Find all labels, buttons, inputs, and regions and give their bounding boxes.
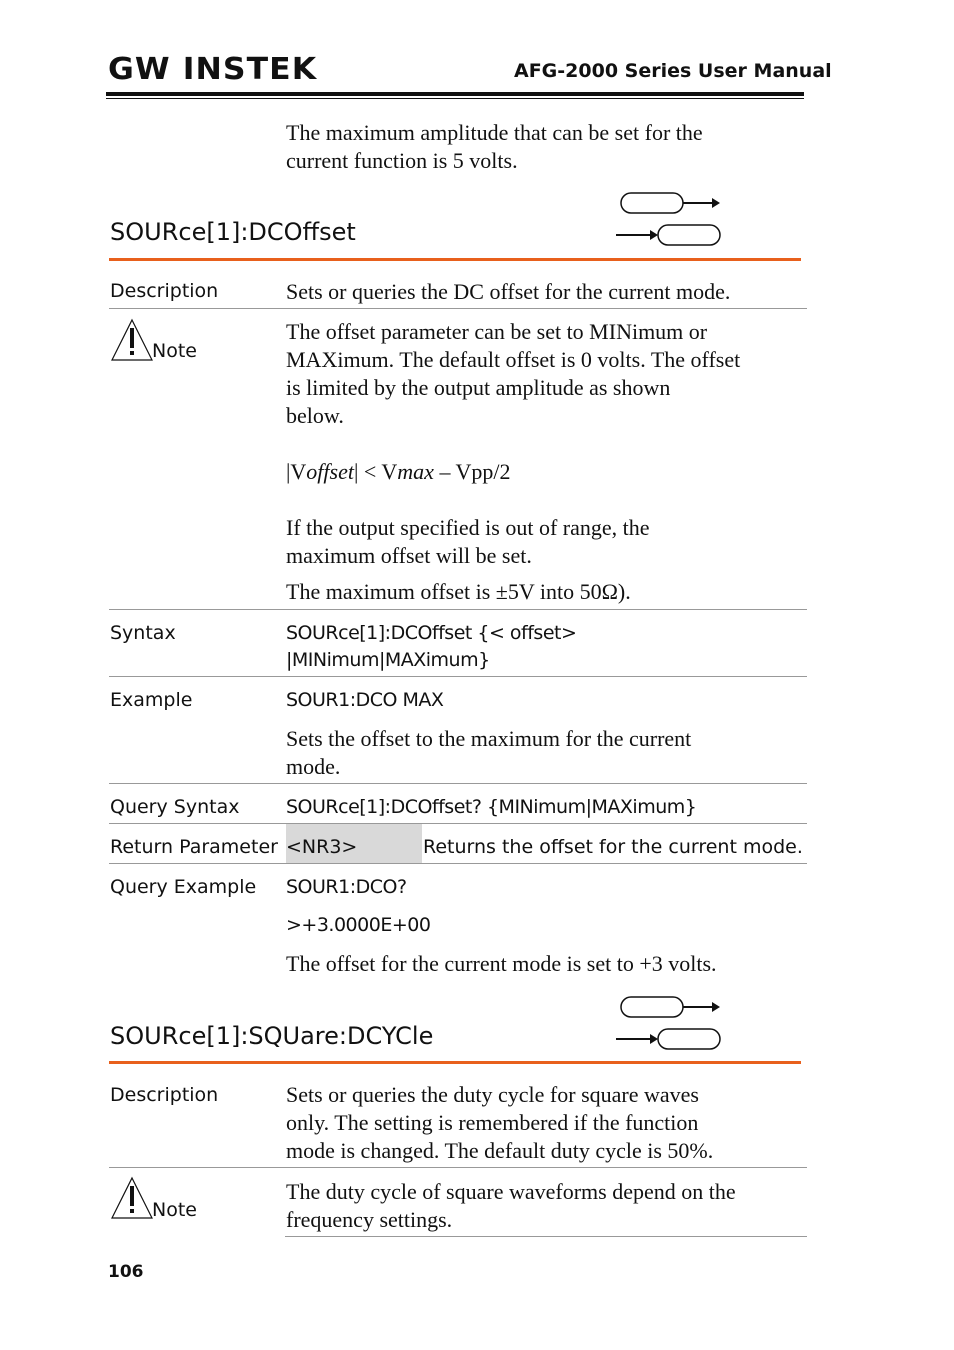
- description-label: Description: [110, 280, 219, 302]
- note-warning: [110, 318, 154, 367]
- manual-title: AFG-2000 Series User Manual: [514, 60, 832, 82]
- example-command: SOUR1:DCO MAX: [286, 689, 444, 711]
- description-text: [286, 1081, 713, 1165]
- note-line: is limited by the output amplitude as shown: [286, 375, 671, 400]
- query-syntax-text: SOURce[1]:DCOffset? {MINimum|MAXimum}: [286, 796, 697, 818]
- row-divider: [285, 1236, 807, 1237]
- section-title-dcoffset: SOURce[1]:DCOffset: [110, 218, 356, 246]
- warning-triangle-icon: [110, 1176, 154, 1220]
- intro-line: current function is 5 volts.: [286, 148, 518, 173]
- description-line: only. The setting is remembered if the function: [286, 1110, 699, 1135]
- warning-triangle-icon: [110, 318, 154, 362]
- note-text: [286, 318, 740, 430]
- return-parameter-label: Return Parameter: [110, 836, 278, 858]
- max-offset-text: The maximum offset is ±5V into 50Ω).: [286, 579, 631, 604]
- syntax-text: [286, 620, 576, 674]
- section-rule: [109, 258, 801, 261]
- header-rule: [106, 92, 804, 96]
- example-desc-line: mode.: [286, 754, 341, 779]
- row-divider: [109, 863, 807, 864]
- example-description: [286, 725, 691, 781]
- query-example-description: The offset for the current mode is set to +3 volts.: [286, 951, 717, 976]
- syntax-line: |MINimum|MAXimum}: [286, 649, 490, 671]
- description-line: mode is changed. The default duty cycle is 50%.: [286, 1138, 714, 1163]
- set-query-icon: [612, 994, 724, 1052]
- row-divider: [109, 308, 807, 309]
- note-warning: [110, 1176, 154, 1225]
- section-rule: [109, 1061, 801, 1064]
- return-type: <NR3>: [286, 836, 358, 858]
- note-line: below.: [286, 403, 344, 428]
- set-query-icon: [612, 190, 724, 248]
- example-desc-line: Sets the offset to the maximum for the current: [286, 726, 692, 751]
- note-label: Note: [152, 340, 197, 362]
- formula-part: |V: [286, 459, 307, 484]
- gw-instek-logo: GW INSTEK: [108, 52, 318, 87]
- intro-line: The maximum amplitude that can be set for the: [286, 120, 703, 145]
- description-text: Sets or queries the DC offset for the current mode.: [286, 279, 731, 304]
- range-line: maximum offset will be set.: [286, 543, 532, 568]
- formula-part: | < V: [353, 459, 398, 484]
- example-label: Example: [110, 689, 193, 711]
- description-line: Sets or queries the duty cycle for square waves: [286, 1082, 699, 1107]
- note-text: [286, 1178, 736, 1234]
- range-text: [286, 514, 650, 570]
- row-divider: [109, 676, 807, 677]
- note-line: MAXimum. The default offset is 0 volts. The offset: [286, 347, 741, 372]
- section-title-square-dcycle: SOURce[1]:SQUare:DCYCle: [110, 1022, 434, 1050]
- range-line: If the output specified is out of range, the: [286, 515, 650, 540]
- note-line: The offset parameter can be set to MINimum or: [286, 319, 708, 344]
- query-example-command: SOUR1:DCO?: [286, 876, 407, 898]
- description-label: Description: [110, 1084, 219, 1106]
- formula-part: max: [397, 459, 434, 484]
- formula-part: – Vpp/2: [433, 459, 511, 484]
- query-syntax-label: Query Syntax: [110, 796, 240, 818]
- return-description: Returns the offset for the current mode.: [423, 836, 803, 858]
- syntax-label: Syntax: [110, 622, 176, 644]
- row-divider: [109, 609, 807, 610]
- note-line: The duty cycle of square waveforms depend on the: [286, 1179, 736, 1204]
- row-divider: [109, 823, 807, 824]
- intro-text: [286, 119, 703, 175]
- query-example-label: Query Example: [110, 876, 257, 898]
- formula-part: offset: [306, 459, 354, 484]
- row-divider: [109, 1167, 807, 1168]
- query-example-response: >+3.0000E+00: [286, 914, 431, 936]
- syntax-line: SOURce[1]:DCOffset {< offset>: [286, 622, 577, 644]
- offset-formula: [286, 458, 511, 486]
- note-label: Note: [152, 1199, 197, 1221]
- page-number: 106: [108, 1262, 144, 1282]
- header-rule-thin: [106, 98, 804, 99]
- row-divider: [109, 783, 807, 784]
- note-line: frequency settings.: [286, 1207, 453, 1232]
